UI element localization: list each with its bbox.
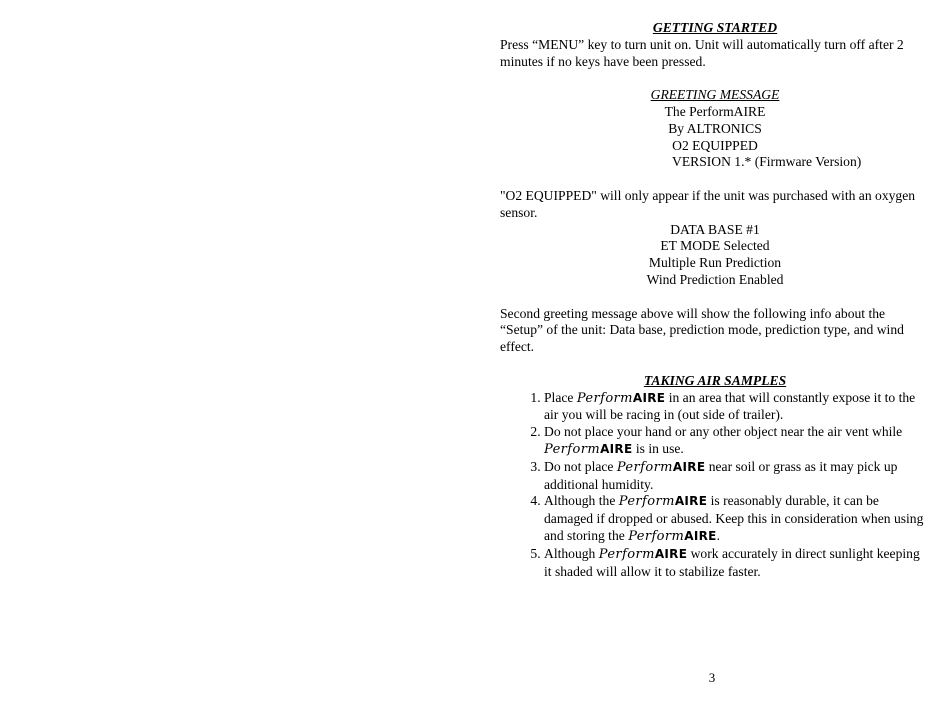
o2-equipped-note: "O2 EQUIPPED" will only appear if the unit was purchased with an oxygen sensor. [500, 187, 916, 220]
greeting-message-heading: GREETING MESSAGE [650, 87, 780, 103]
greeting-line-4: VERSION 1.* (Firmware Version) [672, 154, 862, 170]
taking-air-samples-heading: TAKING AIR SAMPLES [643, 372, 787, 388]
performaire-logo: PerformAIRE [598, 546, 688, 562]
air-samples-list [500, 390, 930, 581]
performaire-logo: PerformAIRE [616, 459, 706, 475]
getting-started-heading: GETTING STARTED [652, 20, 778, 35]
greeting-line-1: The PerformAIRE [664, 103, 766, 119]
greeting2-line-3: Multiple Run Prediction [648, 255, 782, 271]
performaire-logo: PerformAIRE [618, 494, 708, 510]
list-item: 1. Place PerformAIRE in an area that will constantly expose it to the air you will be racing in (out side of trailer). [544, 390, 930, 425]
manual-page-column [500, 20, 930, 580]
performaire-logo: PerformAIRE [628, 528, 717, 544]
greeting2-line-2: ET MODE Selected [660, 238, 770, 254]
performaire-logo: PerformAIRE [544, 441, 633, 457]
list-item: 2. Do not place your hand or any other object near the air vent while PerformAIRE is in use. [544, 424, 930, 459]
list-item: 4. Although the PerformAIRE is reasonably durable, it can be damaged if dropped or abused. Keep this in consideration when using and storing the PerformAIRE. [544, 493, 930, 545]
page-number: 3 [708, 670, 716, 685]
list-item: 3. Do not place PerformAIRE near soil or grass as it may pick up additional humidity. [544, 459, 930, 494]
second-greeting-note: Second greeting message above will show the following info about the “Setup” of the unit: Data base, prediction mode, prediction type, and wind effect. [500, 305, 904, 355]
getting-started-text: Press “MENU” key to turn unit on. Unit will automatically turn off after 2 minutes if no keys have been pressed. [500, 36, 904, 69]
greeting2-line-4: Wind Prediction Enabled [646, 271, 784, 287]
greeting-line-3: O2 EQUIPPED [672, 137, 758, 153]
greeting2-line-1: DATA BASE #1 [670, 221, 760, 237]
performaire-logo: PerformAIRE [576, 390, 666, 406]
list-item: 5. Although PerformAIRE work accurately in direct sunlight keeping it shaded will allow it to stabilize faster. [544, 546, 930, 581]
greeting-line-2: By ALTRONICS [668, 120, 762, 136]
